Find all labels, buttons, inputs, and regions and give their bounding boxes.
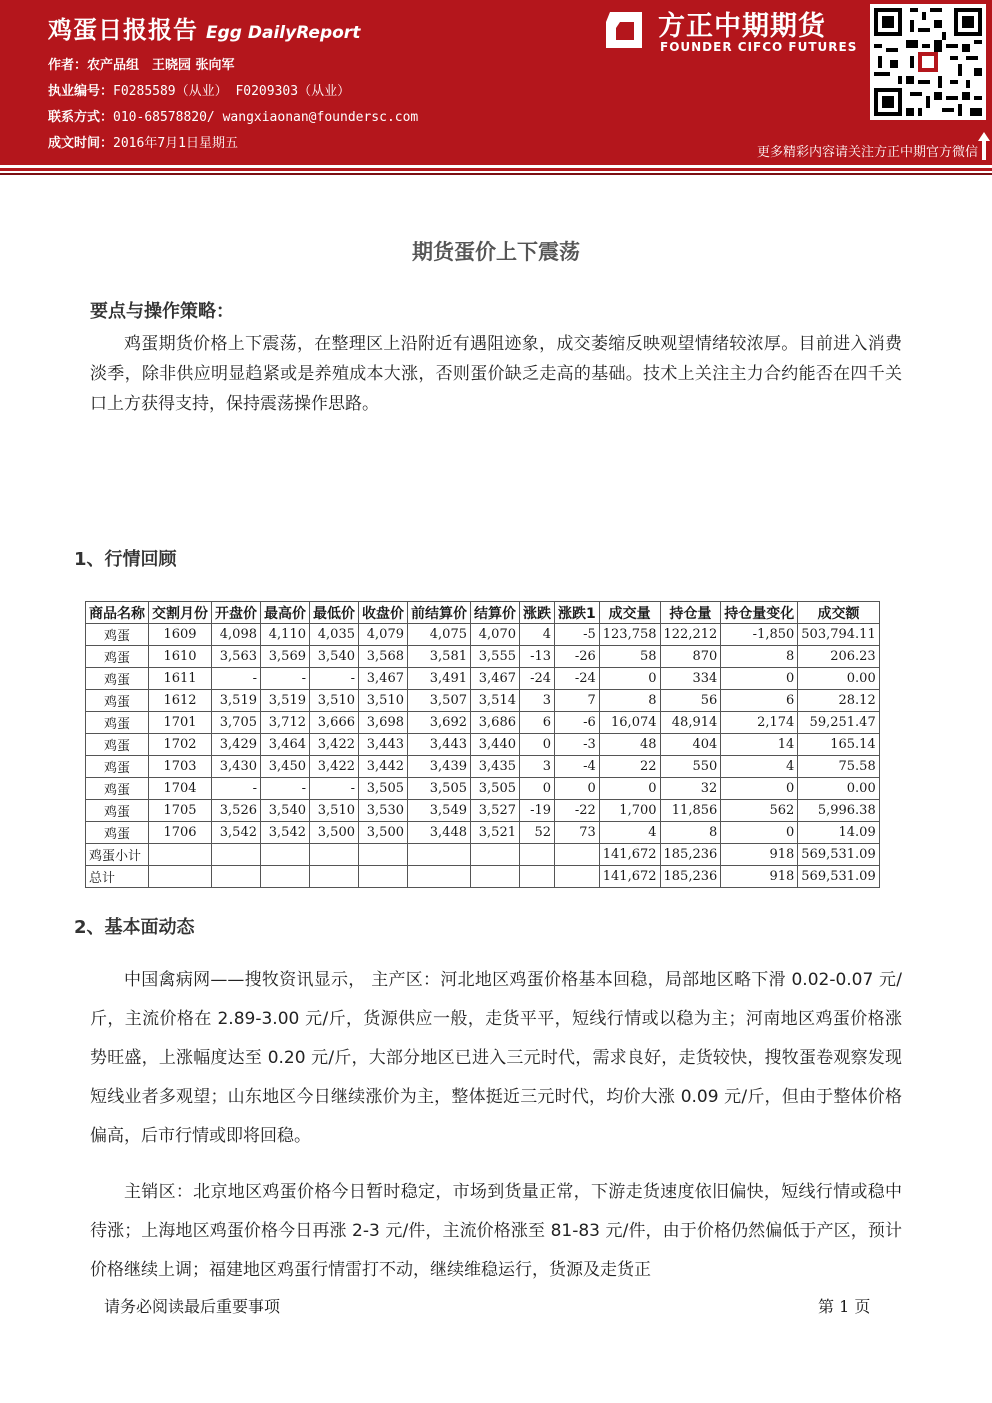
table-cell: 鸡蛋小计 [86,844,149,866]
table-cell: 165.14 [798,734,879,756]
col-header: 成交额 [798,602,879,624]
table-cell [359,866,408,888]
col-header: 最低价 [310,602,359,624]
table-cell [520,844,555,866]
table-cell: 3,519 [212,690,261,712]
table-cell: 4,110 [261,624,310,646]
table-cell [359,844,408,866]
table-cell: 1705 [149,800,212,822]
author-label: 作者： [48,58,88,73]
table-cell: - [310,778,359,800]
col-header: 涨跌1 [555,602,600,624]
col-header: 收盘价 [359,602,408,624]
table-cell: -4 [555,756,600,778]
strategy-body: 鸡蛋期货价格上下震荡，在整理区上沿附近有遇阻迹象，成交萎缩反映观望情绪较浓厚。目前进入消费淡季，除非供应明显趋紧或是养殖成本大涨，否则蛋价缺乏走高的基础。技术上关注主力合约能否在四千关口上方获得支持，保持震荡操作思路。 [90,334,902,414]
license-label: 执业编号： [48,84,114,99]
table-cell: 8 [660,822,721,844]
table-cell: 3,581 [408,646,471,668]
table-cell: 3,519 [261,690,310,712]
contact-line [48,106,418,125]
arrow-up-icon [978,132,990,160]
table-cell: -22 [555,800,600,822]
table-cell: 4,035 [310,624,359,646]
col-header: 前结算价 [408,602,471,624]
table-cell: 鸡蛋 [86,712,149,734]
table-cell: 鸡蛋 [86,624,149,646]
table-cell: 4,079 [359,624,408,646]
table-cell [310,866,359,888]
table-cell: - [261,668,310,690]
table-cell: 3,443 [359,734,408,756]
table-cell: 569,531.09 [798,866,879,888]
table-cell: -19 [520,800,555,822]
table-cell: 4,075 [408,624,471,646]
table-cell: 8 [599,690,660,712]
table-cell: 562 [721,800,798,822]
table-cell: 1610 [149,646,212,668]
table-cell: 1703 [149,756,212,778]
table-cell: 1702 [149,734,212,756]
qr-code-icon [870,4,986,120]
table-cell: 3,555 [471,646,520,668]
table-row [86,734,880,756]
table-cell: 3,507 [408,690,471,712]
table-cell: 3,563 [212,646,261,668]
col-header: 持仓量变化 [721,602,798,624]
table-cell: 4 [721,756,798,778]
table-cell [471,866,520,888]
table-cell: 918 [721,844,798,866]
table-cell: 3,542 [212,822,261,844]
table-body [86,624,880,888]
table-cell: - [212,668,261,690]
table-cell: 3,568 [359,646,408,668]
table-cell: 0 [721,822,798,844]
header-rule-top [0,168,992,171]
table-cell [471,844,520,866]
table-cell: 2,174 [721,712,798,734]
table-cell: -1,850 [721,624,798,646]
table-cell: 1612 [149,690,212,712]
table-cell: 3,500 [310,822,359,844]
table-cell: 鸡蛋 [86,778,149,800]
col-header: 交割月份 [149,602,212,624]
table-cell: - [310,668,359,690]
table-cell [149,866,212,888]
table-cell: 185,236 [660,844,721,866]
table-cell: 141,672 [599,866,660,888]
table-cell: 48,914 [660,712,721,734]
table-cell: 3,505 [471,778,520,800]
table-cell: 11,856 [660,800,721,822]
table-cell: 0 [520,734,555,756]
table-cell: 569,531.09 [798,844,879,866]
table-cell: 3,540 [261,800,310,822]
table-header-row [86,602,880,624]
table-cell: 123,758 [599,624,660,646]
col-header: 最高价 [261,602,310,624]
table-cell: 鸡蛋 [86,734,149,756]
col-header: 结算价 [471,602,520,624]
table-cell: 503,794.11 [798,624,879,646]
table-cell: -13 [520,646,555,668]
table-cell: 鸡蛋 [86,690,149,712]
table-cell: 1704 [149,778,212,800]
table-cell: 0 [721,668,798,690]
footer-page-number: 第 1 页 [818,1297,871,1316]
table-cell: -24 [520,668,555,690]
table-cell: 73 [555,822,600,844]
founder-logo-icon [604,10,644,50]
table-cell: 0 [599,778,660,800]
table-cell: 5,996.38 [798,800,879,822]
table-cell: 3,692 [408,712,471,734]
table-cell: 122,212 [660,624,721,646]
table-cell: 3,467 [471,668,520,690]
table-cell: 3,569 [261,646,310,668]
table-cell: 75.58 [798,756,879,778]
table-cell: 0 [599,668,660,690]
report-title-en: Egg DailyReport [206,23,361,43]
table-cell: 1611 [149,668,212,690]
table-cell [212,844,261,866]
table-cell: 总计 [86,866,149,888]
table-cell: 52 [520,822,555,844]
market-quote-table [85,601,880,888]
col-header: 成交量 [599,602,660,624]
table-cell: 3,712 [261,712,310,734]
table-cell: 32 [660,778,721,800]
col-header: 涨跌 [520,602,555,624]
table-cell: 22 [599,756,660,778]
table-cell [212,866,261,888]
table-cell: 28.12 [798,690,879,712]
table-cell: 3,510 [359,690,408,712]
table-row [86,624,880,646]
table-cell: 3,505 [359,778,408,800]
table-cell: 3,450 [261,756,310,778]
table-cell: 4 [599,822,660,844]
table-cell [408,844,471,866]
table-cell: -5 [555,624,600,646]
author-line [48,54,235,73]
table-cell [520,866,555,888]
table-cell: 4,070 [471,624,520,646]
table-cell: 59,251.47 [798,712,879,734]
table-cell: 3,514 [471,690,520,712]
table-cell: 3,666 [310,712,359,734]
table-cell [408,866,471,888]
table-row [86,712,880,734]
table-cell [555,844,600,866]
license-line [48,80,350,99]
table-row [86,866,880,888]
table-cell: 3,526 [212,800,261,822]
table-cell: 4,098 [212,624,261,646]
table-cell: 8 [721,646,798,668]
table-cell: 3,442 [359,756,408,778]
col-header: 开盘价 [212,602,261,624]
table-cell: 3,521 [471,822,520,844]
table-row [86,756,880,778]
contact-value: 010-68578820/ wangxiaonan@foundersc.com [113,110,419,125]
table-cell: 3,500 [359,822,408,844]
table-cell: 918 [721,866,798,888]
header-rule-bottom [0,173,992,175]
page-title: 期货蛋价上下震荡 [412,240,580,264]
contact-label: 联系方式： [48,110,114,125]
table-cell: 3,505 [408,778,471,800]
report-title-cn: 鸡蛋日报报告 [48,16,198,44]
table-cell: 7 [555,690,600,712]
table-cell: 3,443 [408,734,471,756]
table-cell: 56 [660,690,721,712]
table-cell: 550 [660,756,721,778]
table-cell: 0 [520,778,555,800]
date-value: 2016年7月1日星期五 [113,136,238,151]
table-cell: 58 [599,646,660,668]
strategy-heading: 要点与操作策略： [90,301,234,322]
report-title [48,10,360,45]
table-cell [149,844,212,866]
table-cell: 3,540 [310,646,359,668]
table-cell: 1701 [149,712,212,734]
table-cell: 3,549 [408,800,471,822]
table-row [86,646,880,668]
table-row [86,668,880,690]
table-cell: 3,542 [261,822,310,844]
table-cell: - [261,778,310,800]
table-cell: 14.09 [798,822,879,844]
table-cell: 3,464 [261,734,310,756]
table-cell: 0.00 [798,778,879,800]
section-2-heading: 2、基本面动态 [74,917,195,938]
col-header: 持仓量 [660,602,721,624]
license-value: F0285589（从业） F0209303（从业） [113,84,351,99]
table-cell: 3,435 [471,756,520,778]
table-cell: 3,422 [310,734,359,756]
brand-name-cn: 方正中期期货 [658,11,826,42]
table-cell: -6 [555,712,600,734]
table-cell: 3,686 [471,712,520,734]
table-cell: 3 [520,690,555,712]
table-cell: -24 [555,668,600,690]
table-row [86,778,880,800]
table-cell: 3,698 [359,712,408,734]
table-cell: 3,429 [212,734,261,756]
section-2-para-2: 主销区：北京地区鸡蛋价格今日暂时稳定，市场到货量正常，下游走货速度依旧偏快，短线行情或稳中待涨；上海地区鸡蛋价格今日再涨 2-3 元/件，主流价格涨至 81-83 元/件，由于价格仍然偏低于产区，预计价格继续上调；福建地区鸡蛋行情雷打不动，继续维稳运行，货源及走货正 [90,1182,902,1280]
table-cell: 16,074 [599,712,660,734]
table-cell: 3 [520,756,555,778]
table-cell: 0 [555,778,600,800]
table-row [86,844,880,866]
brand-name-en: FOUNDER CIFCO FUTURES [660,40,858,54]
table-row [86,822,880,844]
table-cell: 6 [520,712,555,734]
table-cell: 1,700 [599,800,660,822]
col-header: 商品名称 [86,602,149,624]
table-cell: 4 [520,624,555,646]
table-cell [261,866,310,888]
table-cell: - [212,778,261,800]
table-cell: 870 [660,646,721,668]
table-cell: 3,510 [310,690,359,712]
table-cell: 404 [660,734,721,756]
table-cell: 3,430 [212,756,261,778]
table-cell: 141,672 [599,844,660,866]
date-line [48,132,238,151]
table-cell: 48 [599,734,660,756]
table-cell: 0.00 [798,668,879,690]
table-cell: -26 [555,646,600,668]
table-row [86,800,880,822]
author-value: 农产品组 王晓园 张向军 [87,58,235,73]
table-cell: 3,467 [359,668,408,690]
table-cell: 鸡蛋 [86,756,149,778]
section-2-para-1: 中国禽病网——搜牧资讯显示， 主产区：河北地区鸡蛋价格基本回稳，局部地区略下滑 0.02-0.07 元/斤，主流价格在 2.89-3.00 元/斤，货源供应一般，走货平平，短线行情或以稳为主；河南地区鸡蛋价格涨势旺盛，上涨幅度达至 0.20 元/斤，大部分地区已进入三元时代，需求良好，走货较快，搜牧蛋卷观察发现短线业者多观望；山东地区今日继续涨价为主，整体挺近三元时代，均价大涨 0.09 元/斤，但由于整体价格偏高，后市行情或即将回稳。 [90,970,902,1146]
table-cell: 3,448 [408,822,471,844]
table-cell: 3,705 [212,712,261,734]
table-cell: 185,236 [660,866,721,888]
follow-wechat-text: 更多精彩内容请关注方正中期官方微信 [756,145,978,160]
table-cell: 1609 [149,624,212,646]
table-cell: 鸡蛋 [86,668,149,690]
table-cell: 3,530 [359,800,408,822]
table-cell: 0 [721,778,798,800]
table-cell: 鸡蛋 [86,822,149,844]
header-banner [0,0,992,165]
section-1-heading: 1、行情回顾 [74,549,177,570]
date-label: 成文时间： [48,136,114,151]
table-cell: 1706 [149,822,212,844]
table-cell: 鸡蛋 [86,800,149,822]
table-cell: 206.23 [798,646,879,668]
table-cell: 鸡蛋 [86,646,149,668]
table-cell: 3,491 [408,668,471,690]
table-cell [310,844,359,866]
table-cell [555,866,600,888]
table-cell: 3,422 [310,756,359,778]
table-cell: 3,527 [471,800,520,822]
table-row [86,690,880,712]
footer-notice: 请务必阅读最后重要事项 [104,1297,281,1316]
table-cell [261,844,310,866]
table-cell: 3,439 [408,756,471,778]
table-cell: -3 [555,734,600,756]
table-cell: 6 [721,690,798,712]
table-cell: 334 [660,668,721,690]
table-cell: 3,440 [471,734,520,756]
table-cell: 14 [721,734,798,756]
table-cell: 3,510 [310,800,359,822]
